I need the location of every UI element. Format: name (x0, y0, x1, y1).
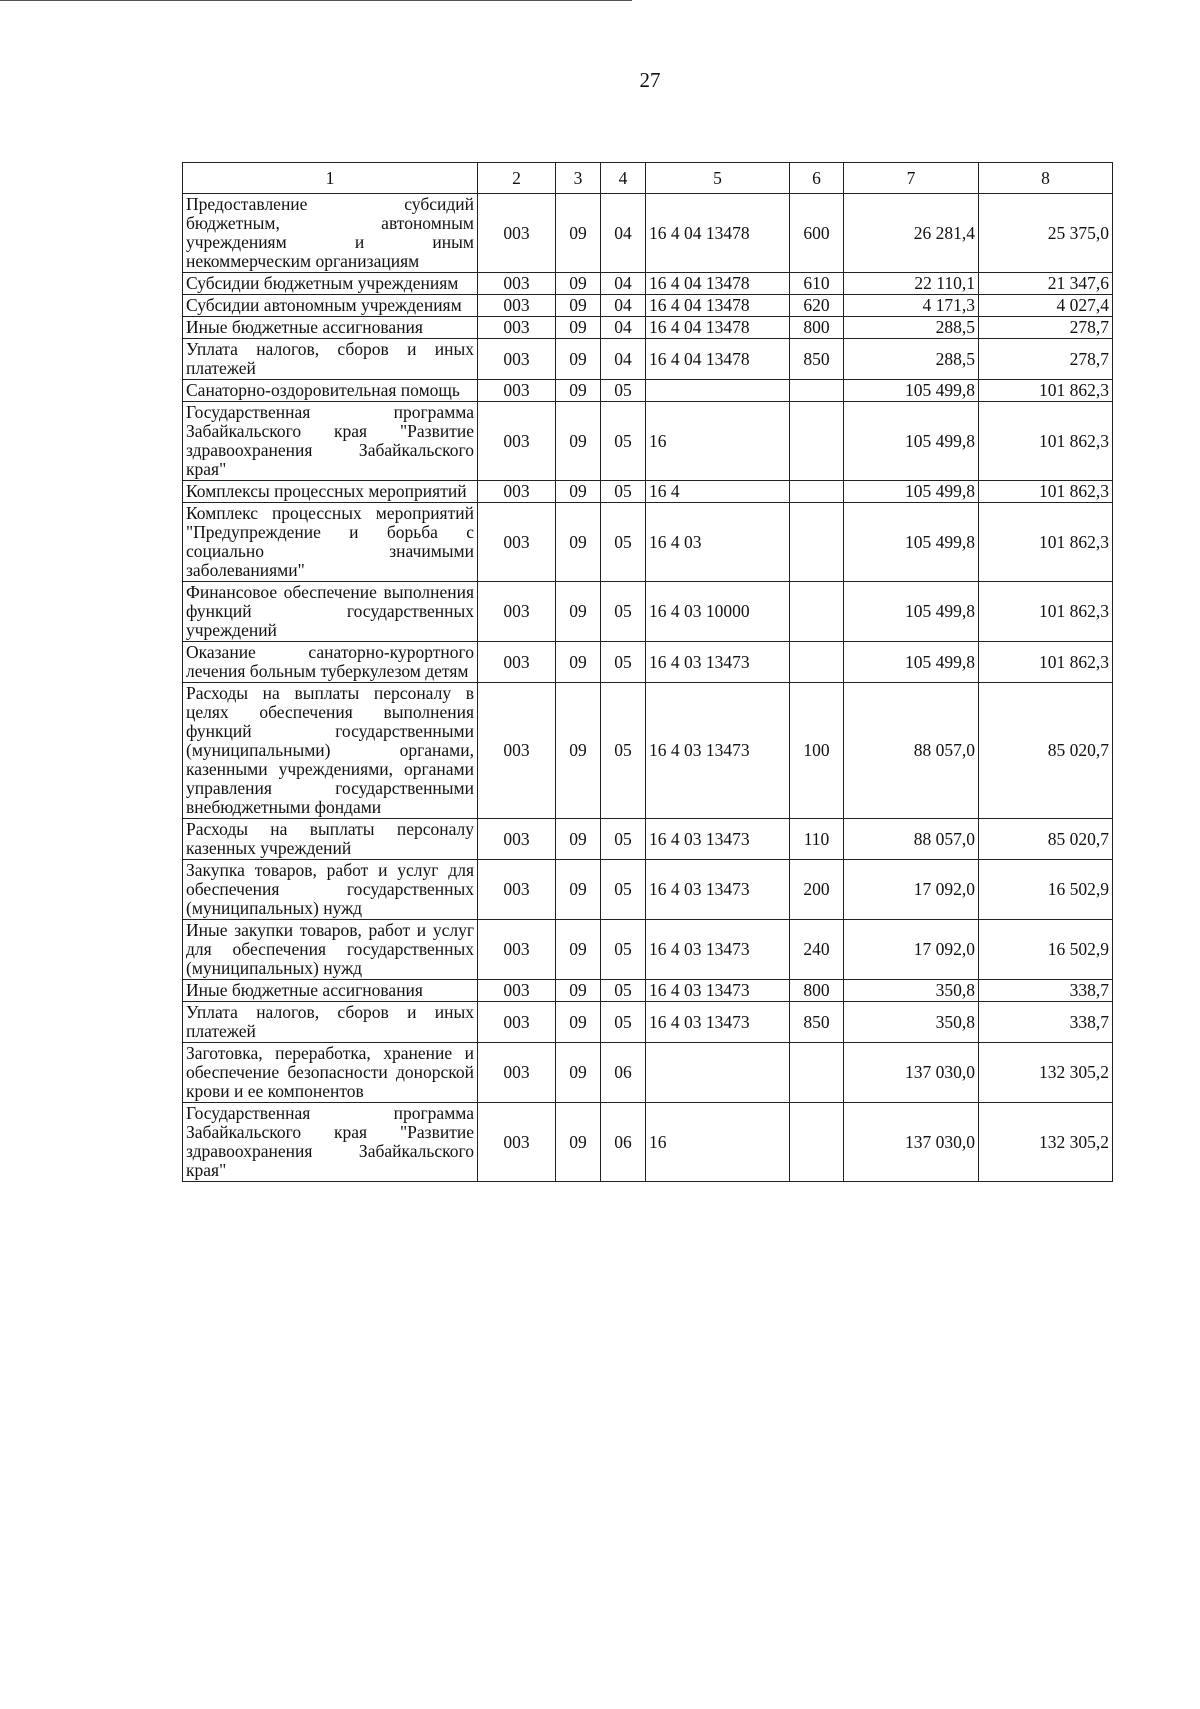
row-name: Комплексы процессных мероприятий (183, 481, 478, 503)
amount-year-1: 350,8 (844, 980, 979, 1002)
admin-code: 003 (478, 1043, 556, 1103)
target-article-code: 16 (646, 1103, 790, 1182)
amount-year-1: 26 281,4 (844, 194, 979, 273)
section-code: 09 (556, 194, 601, 273)
amount-year-1: 137 030,0 (844, 1043, 979, 1103)
table-row (183, 1103, 1113, 1182)
expense-type-code (790, 582, 844, 642)
table-row (183, 1002, 1113, 1043)
admin-code: 003 (478, 683, 556, 819)
subsection-code: 05 (601, 503, 646, 582)
section-code: 09 (556, 380, 601, 402)
column-header-1: 1 (183, 163, 478, 194)
target-article-code: 16 4 03 10000 (646, 582, 790, 642)
column-header-3: 3 (556, 163, 601, 194)
amount-year-1: 4 171,3 (844, 295, 979, 317)
table-row (183, 819, 1113, 860)
subsection-code: 05 (601, 642, 646, 683)
row-name: Расходы на выплаты персоналу в целях обеспечения выполнения функций государственными (муниципальными) органами, казенными учреждениями, органами управления государственными внебюджетными фондами (183, 683, 478, 819)
target-article-code: 16 4 03 13473 (646, 1002, 790, 1043)
target-article-code: 16 4 04 13478 (646, 295, 790, 317)
table-row (183, 860, 1113, 920)
table-row (183, 920, 1113, 980)
amount-year-2: 101 862,3 (979, 402, 1113, 481)
admin-code: 003 (478, 194, 556, 273)
table-row (183, 317, 1113, 339)
target-article-code (646, 380, 790, 402)
table-row (183, 980, 1113, 1002)
expense-type-code: 100 (790, 683, 844, 819)
section-code: 09 (556, 642, 601, 683)
section-code: 09 (556, 1103, 601, 1182)
amount-year-1: 137 030,0 (844, 1103, 979, 1182)
expense-type-code (790, 402, 844, 481)
table-row (183, 273, 1113, 295)
amount-year-2: 101 862,3 (979, 380, 1113, 402)
subsection-code: 05 (601, 860, 646, 920)
section-code: 09 (556, 860, 601, 920)
target-article-code: 16 4 04 13478 (646, 317, 790, 339)
target-article-code: 16 4 03 13473 (646, 642, 790, 683)
section-code: 09 (556, 980, 601, 1002)
amount-year-2: 16 502,9 (979, 920, 1113, 980)
table-row (183, 194, 1113, 273)
amount-year-2: 21 347,6 (979, 273, 1113, 295)
expense-type-code (790, 1043, 844, 1103)
amount-year-1: 105 499,8 (844, 582, 979, 642)
admin-code: 003 (478, 273, 556, 295)
target-article-code: 16 4 04 13478 (646, 273, 790, 295)
amount-year-1: 105 499,8 (844, 402, 979, 481)
admin-code: 003 (478, 819, 556, 860)
amount-year-2: 25 375,0 (979, 194, 1113, 273)
expense-type-code (790, 481, 844, 503)
subsection-code: 05 (601, 920, 646, 980)
row-name: Иные бюджетные ассигнования (183, 980, 478, 1002)
row-name: Уплата налогов, сборов и иных платежей (183, 1002, 478, 1043)
table-body (183, 194, 1113, 1182)
admin-code: 003 (478, 920, 556, 980)
section-code: 09 (556, 1002, 601, 1043)
amount-year-1: 288,5 (844, 317, 979, 339)
row-name: Санаторно-оздоровительная помощь (183, 380, 478, 402)
row-name: Государственная программа Забайкальского края "Развитие здравоохранения Забайкальского края" (183, 402, 478, 481)
row-name: Субсидии автономным учреждениям (183, 295, 478, 317)
section-code: 09 (556, 683, 601, 819)
subsection-code: 05 (601, 582, 646, 642)
target-article-code: 16 (646, 402, 790, 481)
expense-type-code: 800 (790, 317, 844, 339)
subsection-code: 05 (601, 402, 646, 481)
column-header-4: 4 (601, 163, 646, 194)
row-name: Государственная программа Забайкальского края "Развитие здравоохранения Забайкальского края" (183, 1103, 478, 1182)
amount-year-2: 101 862,3 (979, 642, 1113, 683)
amount-year-2: 4 027,4 (979, 295, 1113, 317)
admin-code: 003 (478, 1103, 556, 1182)
expense-type-code: 110 (790, 819, 844, 860)
subsection-code: 05 (601, 819, 646, 860)
expense-type-code (790, 503, 844, 582)
table-row (183, 402, 1113, 481)
target-article-code: 16 4 03 (646, 503, 790, 582)
table-row (183, 642, 1113, 683)
target-article-code: 16 4 03 13473 (646, 819, 790, 860)
amount-year-1: 88 057,0 (844, 819, 979, 860)
subsection-code: 04 (601, 317, 646, 339)
subsection-code: 05 (601, 683, 646, 819)
expense-type-code (790, 1103, 844, 1182)
top-rule (0, 0, 632, 1)
section-code: 09 (556, 273, 601, 295)
section-code: 09 (556, 503, 601, 582)
subsection-code: 05 (601, 380, 646, 402)
row-name: Финансовое обеспечение выполнения функций государственных учреждений (183, 582, 478, 642)
row-name: Закупка товаров, работ и услуг для обеспечения государственных (муниципальных) нужд (183, 860, 478, 920)
column-header-7: 7 (844, 163, 979, 194)
target-article-code: 16 4 (646, 481, 790, 503)
amount-year-2: 338,7 (979, 980, 1113, 1002)
target-article-code: 16 4 04 13478 (646, 194, 790, 273)
section-code: 09 (556, 295, 601, 317)
row-name: Заготовка, переработка, хранение и обеспечение безопасности донорской крови и ее компонентов (183, 1043, 478, 1103)
amount-year-2: 338,7 (979, 1002, 1113, 1043)
amount-year-2: 132 305,2 (979, 1103, 1113, 1182)
amount-year-1: 105 499,8 (844, 481, 979, 503)
admin-code: 003 (478, 582, 556, 642)
row-name: Иные закупки товаров, работ и услуг для обеспечения государственных (муниципальных) нужд (183, 920, 478, 980)
subsection-code: 05 (601, 481, 646, 503)
expense-type-code (790, 642, 844, 683)
row-name: Иные бюджетные ассигнования (183, 317, 478, 339)
subsection-code: 04 (601, 295, 646, 317)
admin-code: 003 (478, 481, 556, 503)
column-header-2: 2 (478, 163, 556, 194)
subsection-code: 04 (601, 339, 646, 380)
amount-year-1: 288,5 (844, 339, 979, 380)
amount-year-1: 88 057,0 (844, 683, 979, 819)
amount-year-1: 105 499,8 (844, 380, 979, 402)
subsection-code: 06 (601, 1103, 646, 1182)
row-name: Уплата налогов, сборов и иных платежей (183, 339, 478, 380)
admin-code: 003 (478, 1002, 556, 1043)
amount-year-2: 85 020,7 (979, 819, 1113, 860)
row-name: Оказание санаторно-курортного лечения больным туберкулезом детям (183, 642, 478, 683)
subsection-code: 04 (601, 194, 646, 273)
column-header-5: 5 (646, 163, 790, 194)
target-article-code: 16 4 03 13473 (646, 860, 790, 920)
amount-year-1: 350,8 (844, 1002, 979, 1043)
amount-year-1: 17 092,0 (844, 920, 979, 980)
expense-type-code: 200 (790, 860, 844, 920)
table-row (183, 481, 1113, 503)
admin-code: 003 (478, 295, 556, 317)
table-row (183, 380, 1113, 402)
amount-year-1: 105 499,8 (844, 503, 979, 582)
row-name: Субсидии бюджетным учреждениям (183, 273, 478, 295)
row-name: Комплекс процессных мероприятий "Предупреждение и борьба с социально значимыми заболеваниями" (183, 503, 478, 582)
target-article-code: 16 4 03 13473 (646, 683, 790, 819)
column-header-8: 8 (979, 163, 1113, 194)
expense-type-code: 620 (790, 295, 844, 317)
target-article-code: 16 4 03 13473 (646, 920, 790, 980)
amount-year-2: 85 020,7 (979, 683, 1113, 819)
amount-year-1: 17 092,0 (844, 860, 979, 920)
page-number: 27 (639, 68, 661, 92)
section-code: 09 (556, 402, 601, 481)
column-header-6: 6 (790, 163, 844, 194)
amount-year-1: 105 499,8 (844, 642, 979, 683)
expense-type-code (790, 380, 844, 402)
expense-type-code: 600 (790, 194, 844, 273)
target-article-code: 16 4 04 13478 (646, 339, 790, 380)
section-code: 09 (556, 819, 601, 860)
admin-code: 003 (478, 317, 556, 339)
expense-type-code: 800 (790, 980, 844, 1002)
target-article-code (646, 1043, 790, 1103)
section-code: 09 (556, 1043, 601, 1103)
amount-year-2: 16 502,9 (979, 860, 1113, 920)
expense-type-code: 850 (790, 1002, 844, 1043)
section-code: 09 (556, 317, 601, 339)
budget-table (182, 162, 1113, 1182)
table-row (183, 683, 1113, 819)
amount-year-2: 101 862,3 (979, 481, 1113, 503)
subsection-code: 05 (601, 1002, 646, 1043)
admin-code: 003 (478, 503, 556, 582)
table-row (183, 339, 1113, 380)
row-name: Предоставление субсидий бюджетным, автономным учреждениям и иным некоммерческим организациям (183, 194, 478, 273)
section-code: 09 (556, 339, 601, 380)
amount-year-2: 101 862,3 (979, 582, 1113, 642)
admin-code: 003 (478, 339, 556, 380)
admin-code: 003 (478, 642, 556, 683)
table-row (183, 1043, 1113, 1103)
admin-code: 003 (478, 402, 556, 481)
table-row (183, 503, 1113, 582)
expense-type-code: 850 (790, 339, 844, 380)
admin-code: 003 (478, 860, 556, 920)
target-article-code: 16 4 03 13473 (646, 980, 790, 1002)
section-code: 09 (556, 582, 601, 642)
section-code: 09 (556, 481, 601, 503)
admin-code: 003 (478, 380, 556, 402)
amount-year-1: 22 110,1 (844, 273, 979, 295)
amount-year-2: 132 305,2 (979, 1043, 1113, 1103)
table-row (183, 582, 1113, 642)
header-row (183, 163, 1113, 194)
admin-code: 003 (478, 980, 556, 1002)
table-row (183, 295, 1113, 317)
amount-year-2: 101 862,3 (979, 503, 1113, 582)
subsection-code: 04 (601, 273, 646, 295)
section-code: 09 (556, 920, 601, 980)
subsection-code: 05 (601, 980, 646, 1002)
amount-year-2: 278,7 (979, 317, 1113, 339)
subsection-code: 06 (601, 1043, 646, 1103)
expense-type-code: 240 (790, 920, 844, 980)
expense-type-code: 610 (790, 273, 844, 295)
amount-year-2: 278,7 (979, 339, 1113, 380)
row-name: Расходы на выплаты персоналу казенных учреждений (183, 819, 478, 860)
